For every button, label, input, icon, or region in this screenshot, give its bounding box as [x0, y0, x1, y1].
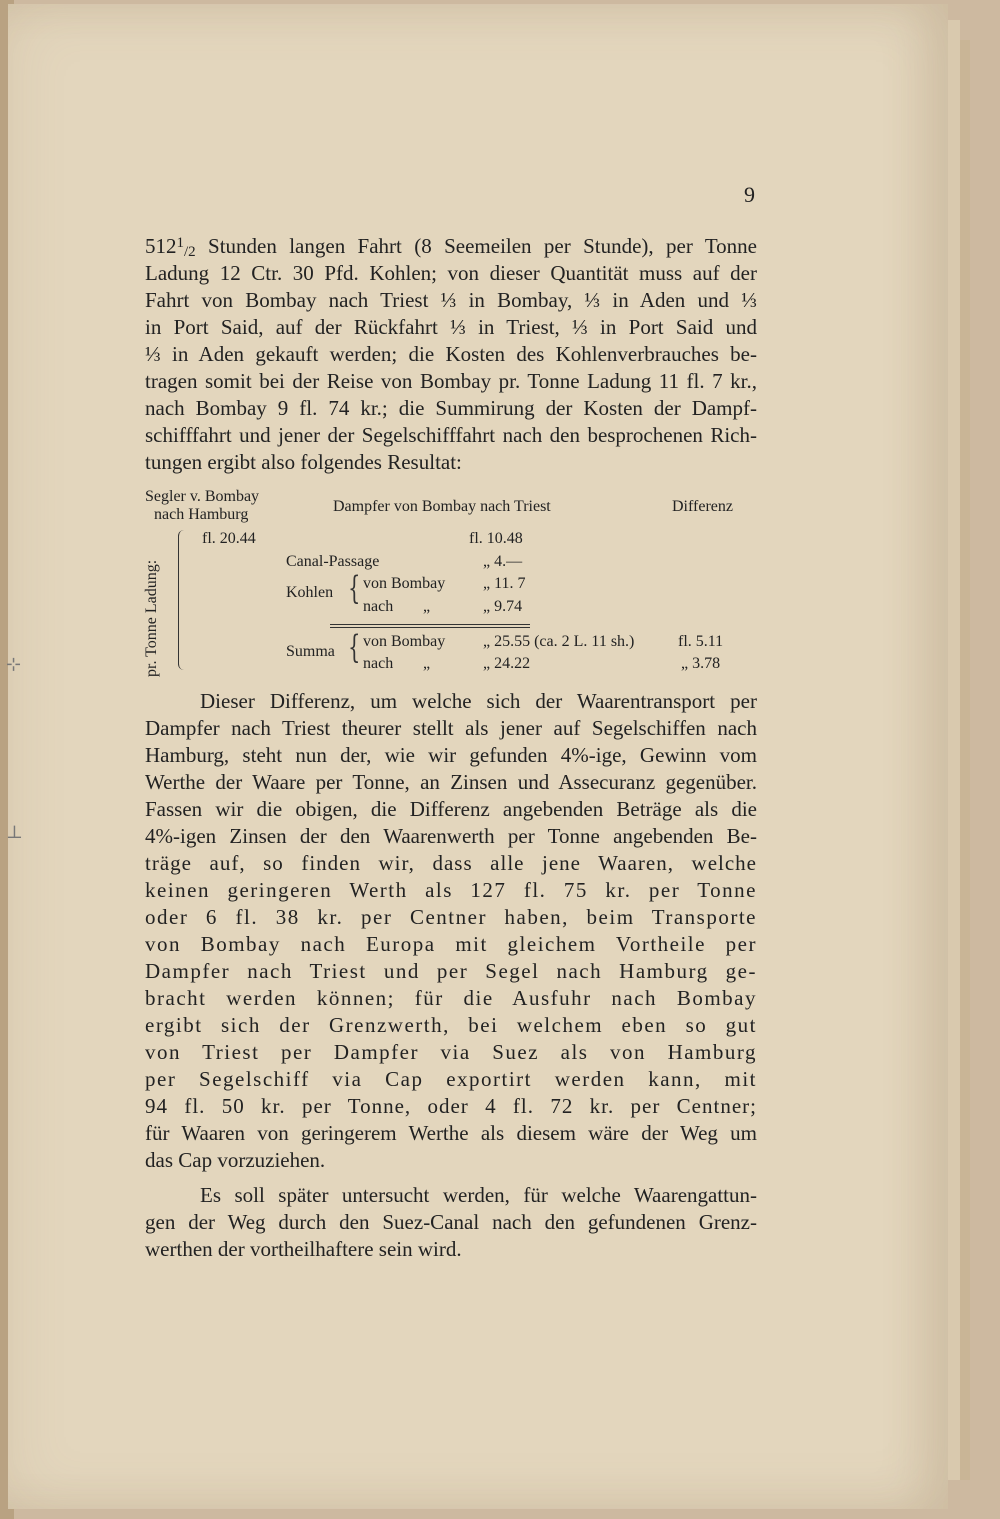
table-summa-von-label: von Bombay: [363, 633, 446, 650]
page-number: 9: [744, 182, 755, 207]
paragraph-2-line-9: oder 6 fl. 38 kr. per Centner haben, beim Transporte: [145, 905, 757, 929]
table-canal-value: „ 4.—: [483, 553, 523, 570]
paragraph-1-line-1: $512^1/2$ Stunden langen Fahrt (8 Seemeilen per Stunde), per Tonne: [145, 234, 757, 260]
table-dampfer-base: fl. 10.48: [469, 530, 523, 547]
paragraph-1-line-7: nach Bombay 9 fl. 74 kr.; die Summirung der Kosten der Dampf-: [145, 396, 757, 420]
table-brace: {: [348, 628, 361, 666]
table-ditto-mark: „: [423, 655, 431, 672]
table-kohlen-von-label: von Bombay: [363, 575, 446, 592]
table-canal-label: Canal-Passage: [286, 553, 380, 570]
table-side-label: pr. Tonne Ladung:: [143, 559, 160, 677]
table-kohlen-nach-value: „ 9.74: [483, 598, 523, 615]
table-summa-label: Summa: [286, 643, 335, 660]
table-col1-header: nach Hamburg: [154, 506, 249, 523]
paragraph-2-line-8: keinen geringeren Werth als 127 fl. 75 kr. per Tonne: [145, 878, 757, 902]
page-edge: [948, 20, 960, 1480]
paragraph-1-line-8: schifffahrt und jener der Segelschifffahrt nach den besprochenen Rich-: [145, 423, 757, 447]
paragraph-1-line-5: ⅓ in Aden gekauft werden; die Kosten des Kohlenverbrauches be-: [145, 342, 757, 366]
table-diff-nach: „ 3.78: [681, 655, 721, 672]
paragraph-2-line-4: Werthe der Waare per Tonne, an Zinsen und Assecuranz gegenüber.: [145, 770, 757, 794]
paragraph-1-line-2: Ladung 12 Ctr. 30 Pfd. Kohlen; von dieser Quantität muss auf der: [145, 261, 757, 285]
paragraph-2-line-12: bracht werden können; für die Ausfuhr nach Bombay: [145, 986, 757, 1010]
paragraph-2-line-11: Dampfer nach Triest und per Segel nach Hamburg ge-: [145, 959, 757, 983]
table-segler-value: fl. 20.44: [202, 530, 256, 547]
paragraph-2-line-10: von Bombay nach Europa mit gleichem Vortheile per: [145, 932, 757, 956]
paragraph-1-line-9: tungen ergibt also folgendes Resultat:: [145, 450, 462, 474]
paragraph-2-line-5: Fassen wir die obigen, die Differenz angebenden Beträge als die: [145, 797, 757, 821]
table-kohlen-nach-label: nach: [363, 598, 394, 615]
paragraph-2-line-1: Dieser Differenz, um welche sich der Waarentransport per: [200, 689, 757, 713]
paragraph-2-line-2: Dampfer nach Triest theurer stellt als jener auf Segelschiffen nach: [145, 716, 757, 740]
table-col1-header: Segler v. Bombay: [145, 488, 260, 505]
table-summa-nach-value: „ 24.22: [483, 655, 531, 672]
paragraph-1-line-4: in Port Said, auf der Rückfahrt ⅓ in Triest, ⅓ in Port Said und: [145, 315, 757, 339]
paragraph-1-line-3: Fahrt von Bombay nach Triest ⅓ in Bombay, ⅓ in Aden und ⅓: [145, 288, 757, 312]
table-kohlen-von-value: „ 11. 7: [483, 575, 526, 592]
paragraph-2-line-13: ergibt sich der Grenzwerth, bei welchem eben so gut: [145, 1013, 757, 1037]
table-col3-header: Differenz: [672, 498, 733, 515]
table-summa-nach-label: nach: [363, 655, 394, 672]
paragraph-2-line-3: Hamburg, steht nun der, wie wir gefunden 4%-ige, Gewinn vom: [145, 743, 757, 767]
margin-mark: ⊥: [6, 822, 23, 843]
paragraph-2-line-18: das Cap vorzuziehen.: [145, 1148, 326, 1172]
paragraph-2-line-15: per Segelschiff via Cap exportirt werden kann, mit: [145, 1067, 757, 1091]
paragraph-2-line-6: 4%-igen Zinsen der den Waarenwerth per Tonne angebenden Be-: [145, 824, 757, 848]
paragraph-3-line-2: gen der Weg durch den Suez-Canal nach den gefundenen Grenz-: [145, 1210, 757, 1234]
margin-mark: ⊹: [6, 654, 22, 675]
table-bracket: [178, 530, 191, 670]
paragraph-1-line-6: tragen somit bei der Reise von Bombay pr. Tonne Ladung 11 fl. 7 kr.,: [145, 369, 757, 393]
table-col2-header: Dampfer von Bombay nach Triest: [333, 498, 551, 515]
paragraph-3-line-1: Es soll später untersucht werden, für welche Waarengattun-: [200, 1183, 757, 1207]
table-kohlen-label: Kohlen: [286, 584, 334, 601]
paragraph-2-line-16: 94 fl. 50 kr. per Tonne, oder 4 fl. 72 kr. per Centner;: [145, 1094, 757, 1118]
page-edge: [960, 40, 970, 1480]
table-ditto-mark: „: [423, 598, 431, 615]
table-summa-von-value: „ 25.55 (ca. 2 L. 11 sh.): [483, 633, 635, 650]
table-sum-rule: [330, 624, 530, 625]
paragraph-2-line-7: träge auf, so finden wir, dass alle jene Waaren, welche: [145, 851, 757, 875]
table-brace: {: [348, 569, 361, 607]
table-diff-von: fl. 5.11: [678, 633, 724, 650]
paragraph-3-line-3: werthen der vortheilhaftere sein wird.: [145, 1237, 462, 1261]
paragraph-2-line-14: von Triest per Dampfer via Suez als von Hamburg: [145, 1040, 757, 1064]
paragraph-2-line-17: für Waaren von geringerem Werthe als diesem wäre der Weg um: [145, 1121, 757, 1145]
